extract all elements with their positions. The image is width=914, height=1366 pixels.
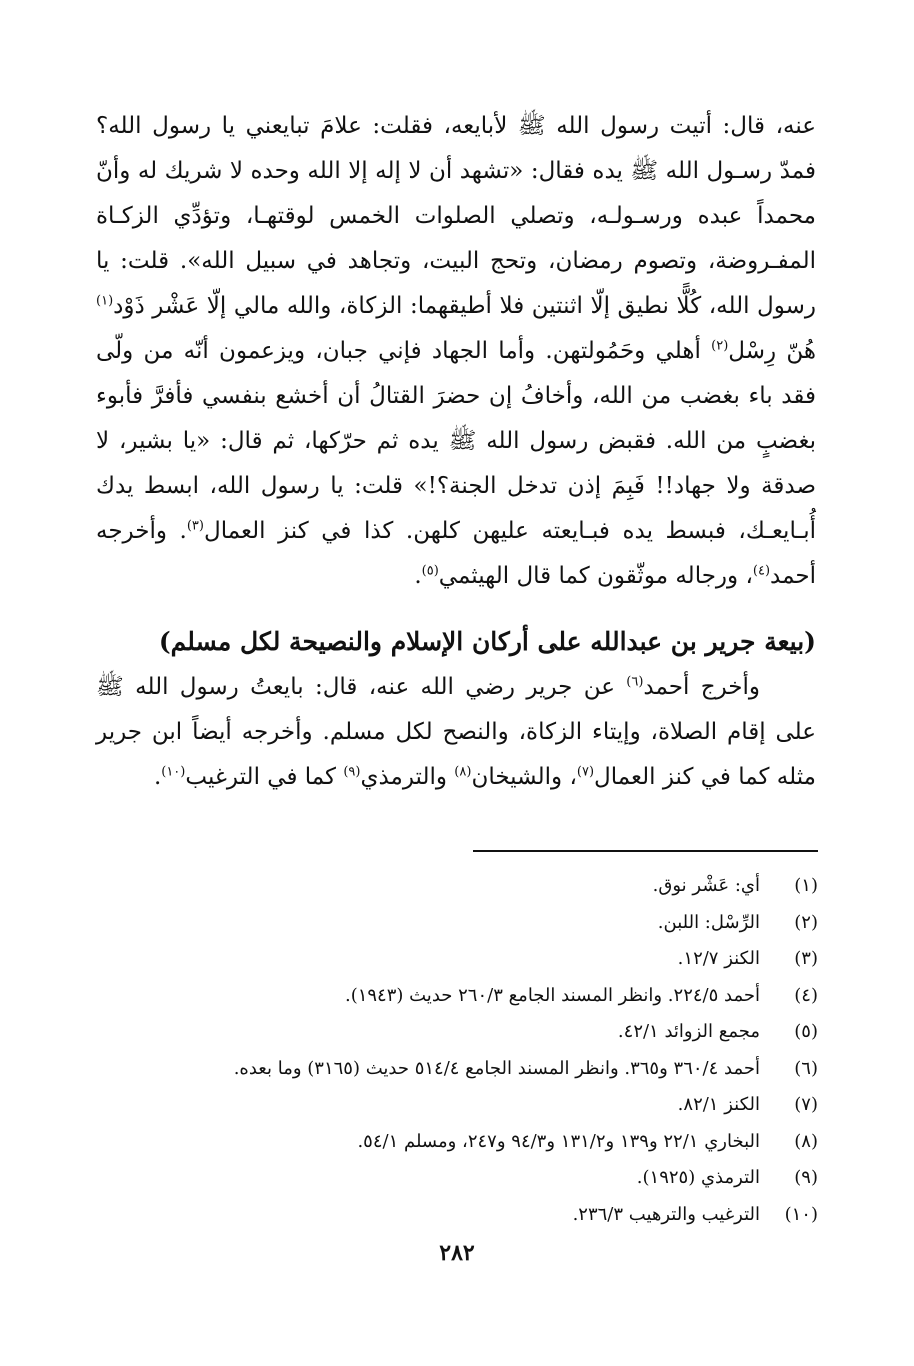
footnote-text: مجمع الزوائد ٤٢/١. <box>617 1021 760 1042</box>
footnote-number: (٥) <box>794 1021 818 1042</box>
page-content <box>96 104 816 800</box>
footnote-ref-7: (٧) <box>576 764 595 780</box>
footnote-ref-5: (٥) <box>421 563 439 579</box>
footnote-text: الكنز ٨٢/١. <box>677 1094 760 1115</box>
footnote-text: أحمد ٣٦٠/٤ و٣٦٥. وانظر المسند الجامع ٥١٤/٤ حديث (٣١٦٥) وما بعده. <box>233 1057 760 1079</box>
footnote-item <box>98 905 818 942</box>
footnote-number: (٦) <box>794 1057 818 1079</box>
footnote-number: (٢) <box>794 911 818 933</box>
footnote-ref-1: (١) <box>96 293 114 309</box>
footnote-ref-10: (١٠) <box>161 764 186 780</box>
footnote-ref-6: (٦) <box>626 674 644 690</box>
footnote-number: (٤) <box>794 984 818 1006</box>
footnotes <box>98 868 818 1233</box>
footnote-text: الكنز ١٢/٧. <box>677 948 760 969</box>
footnote-item <box>98 1087 818 1124</box>
footnote-item <box>98 1051 818 1088</box>
main-text <box>96 104 816 800</box>
footnote-number: (٣) <box>794 948 818 969</box>
footnote-item <box>98 1160 818 1197</box>
footnote-item <box>98 1124 818 1161</box>
footnote-ref-9: (٩) <box>343 764 361 780</box>
footnote-number: (٧) <box>794 1094 818 1115</box>
footnote-ref-8: (٨) <box>454 764 472 780</box>
page-number: ٢٨٢ <box>439 1240 475 1266</box>
footnote-ref-3: (٣) <box>186 518 204 534</box>
footnote-item <box>98 978 818 1015</box>
footnote-text: أي: عَشْر نوق. <box>652 875 760 896</box>
footnote-text: الرِّسْل: اللبن. <box>657 911 760 933</box>
footnote-item <box>98 941 818 978</box>
footnote-number: (٨) <box>794 1130 818 1152</box>
footnote-number: (١٠) <box>784 1203 818 1225</box>
footnote-text: أحمد ٢٢٤/٥. وانظر المسند الجامع ٢٦٠/٣ حديث (١٩٤٣). <box>344 984 760 1006</box>
footnote-divider <box>473 850 818 852</box>
footnote-ref-4: (٤) <box>752 563 771 579</box>
footnote-text: الترغيب والترهيب ٢٣٦/٣. <box>572 1203 760 1225</box>
section-heading: (بيعة جرير بن عبدالله على أركان الإسلام والنصيحة لكل مسلم) <box>158 627 816 656</box>
footnote-item <box>98 1197 818 1234</box>
footnote-ref-2: (٢) <box>711 338 729 354</box>
footnote-text: الترمذي (١٩٢٥). <box>636 1167 760 1188</box>
paragraph-bashir-hadith: عنه، قال: أتيت رسول الله ﷺ لأبايعه، فقلت: علامَ تبايعني يا رسول الله؟ فمدّ رسـول الله ﷺ يده فقال: «تشهد أن لا إله إلا الله وحده لا شريك له وأنّ محمداً عبده ورسـولـه، وتصلي الصلوات الخمس لوقتهـا، وتؤدِّي الزكـاة المفـروضة، وتصوم رمضان، وتحج البيت، وتجاهد في سبيل الله». قلت: يا رسول الله، كُلًّا نطيق إلّا اثنتين فلا أطيقهما: الزكاة، والله مالي إلّا عَشْر ذَوْد$^{(١)}$ هُنّ رِسْل$^{(٢)}$ أهلي وحَمُولتهن. وأما الجهاد فإني جبان، ويزعمون أنّه من ولّى فقد باء بغضب من الله، وأخافُ إن حضرَ القتالُ أن أخشع بنفسي فأفرَّ فأبوء بغضبٍ من الله. فقبض رسول الله ﷺ يده ثم حرّكها، ثم قال: «يا بشير، لا صدقة ولا جهاد!! فَبِمَ إذن تدخل الجنة؟!» قلت: يا رسول الله، ابسط يدك أُبـايعـك، فبسط يده فبـايعته عليهن كلهن. كذا في كنز العمال$^{(٣)}$. وأخرجه أحمد$^{(٤)}$، ورجاله موثّقون كما قال الهيثمي$^{(٥)}$. <box>96 113 816 589</box>
footnote-number: (٩) <box>794 1167 818 1188</box>
footnote-item <box>98 868 818 905</box>
footnote-item <box>98 1014 818 1051</box>
footnote-text: البخاري ٢٢/١ و١٣٩ و١٣١/٢ و٩٤/٣ و٢٤٧، ومسلم ٥٤/١. <box>357 1130 760 1152</box>
paragraph-jarir-hadith: وأخرج أحمد$^{(٦)}$ عن جرير رضي الله عنه، قال: بايعتُ رسول الله ﷺ على إقام الصلاة، وإيتاء الزكاة، والنصح لكل مسلم. وأخرجه أيضاً ابن جرير مثله كما في كنز العمال$^{(٧)}$، والشيخان$^{(٨)}$ والترمذي$^{(٩)}$ كما في الترغيب$^{(١٠)}$. <box>96 674 816 790</box>
footnote-number: (١) <box>794 875 818 896</box>
